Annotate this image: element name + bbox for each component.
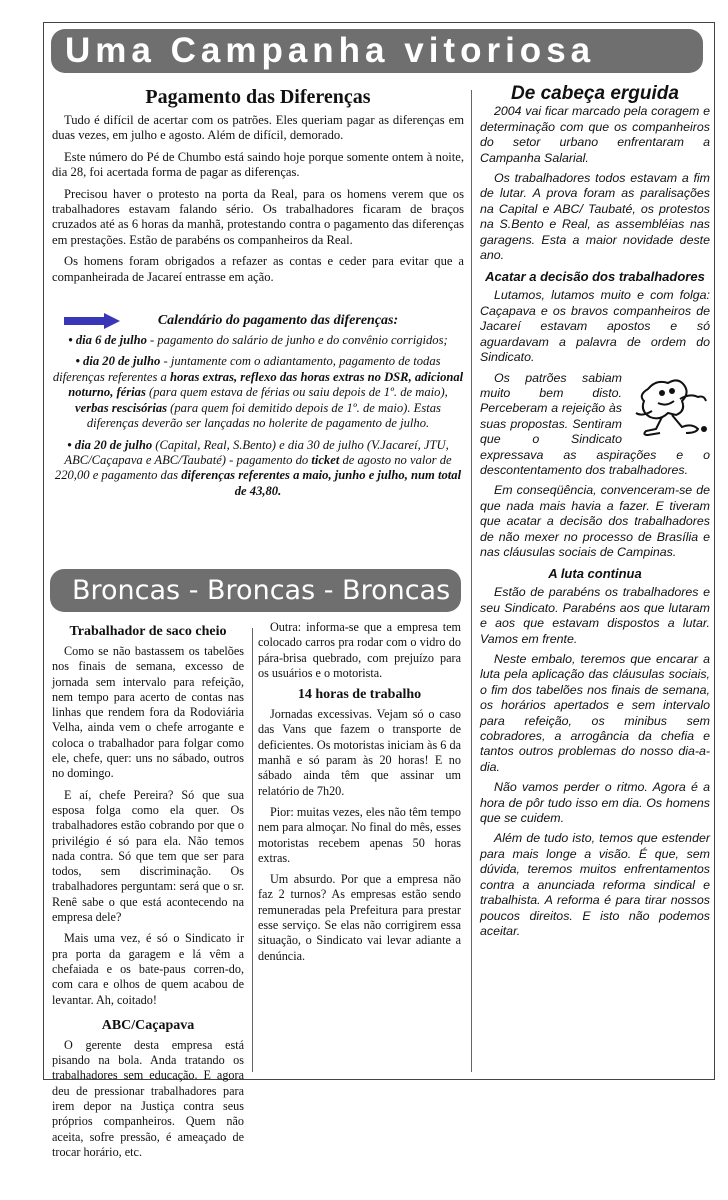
running-cartoon-icon — [628, 371, 710, 441]
calendar-heading — [52, 313, 464, 329]
broncas-column-divider — [252, 628, 253, 1072]
abc-cacapava-title: ABC/Caçapava — [101, 1017, 195, 1033]
cabeca-paragraph: Neste embalo, teremos que encarar a luta pela aplicação das cláusulas sociais, o fim dos tabelões nos finais de semana, os horários apertados e sem intervalo para refeição, os minibus sem cobradores, a arrogância da chefia e tantos outros problemas do nosso dia-a-dia. — [480, 652, 710, 774]
calendar-item-date: • dia 6 de julho — [68, 333, 147, 348]
cabeca-subtitle: A luta continua — [548, 566, 642, 582]
cabeca-paragraph: Em conseqüência, convenceram-se de que nada mais havia a fazer. E tiveram que acatar a decisão dos trabalhadores de não mexer no processo de Brasília e nas cláusulas sociais de Campinas. — [480, 483, 710, 559]
saco-cheio-paragraph: E aí, chefe Pereira? Só que sua esposa folga como ela quer. Os trabalhadores estão cobrando por que o privilégio é só para ela. Não temos nada contra. Só que tem que ser para todos, sem discriminação. Os trabalhadores perguntam: será que o sr. Renê sabe o que está acontecendo na empresa dele? — [52, 787, 244, 925]
calendar-item — [52, 333, 464, 348]
cabeca-section — [480, 83, 710, 944]
cabeca-paragraph: Os patrões sabiam muito bem disto. Perceberam a rejeição às suas propostas. Sentiram que o Sindicato expressava as aspirações e o descontentamento dos trabalhadores. — [480, 370, 710, 477]
pagamento-section — [52, 86, 464, 505]
calendar-item — [52, 438, 464, 500]
calendar-item-date: • dia 20 de julho — [75, 354, 161, 369]
saco-cheio-paragraph: Como se não bastassem os tabelões nos finais de semana, excesso de jornada sem intervalo para refeição, nem tempo para acerto de contas nas linhas que rendem fora da Rodoviária Velha, ainda vem o chefe arrogante e coloca o trabalhador para folgar como ele, chefe, quer: uns no sábado, outros no domingo. — [52, 644, 244, 781]
calendar-item-bold: diferenças referentes a maio, junho e julho, num total de 43,80. — [181, 468, 462, 498]
cabeca-paragraph: 2004 vai ficar marcado pela coragem e determinação com que os companheiros do setor urbano enfrentaram a Campanha Salarial. — [480, 104, 710, 165]
calendar-item-text: (para quem foi demitido depois de 1º. de maio). Estas diferenças deverão ser lançadas no holerite de pagamento de julho. — [86, 400, 441, 431]
calendar-item-bold: horas extras, reflexo das horas extras no DSR, adicional noturno, férias — [68, 369, 464, 400]
saco-cheio-paragraph: Mais uma vez, é só o Sindicato ir pra porta da garagem e lá vêm a chefaiada e os bate-paus corren-do, com cara e olhos de quem acabou de levantar. Ah, coitado! — [52, 931, 244, 1007]
cabeca-paragraph: Estão de parabéns os trabalhadores e seu Sindicato. Parabéns aos que lutaram e aos que estavam dispostos a lutar. Vamos em frente. — [480, 585, 710, 646]
calendar-item-text: (para quem estava de férias ou saiu depois de 1º. de maio), — [145, 385, 448, 400]
cabeca-subtitle: Acatar a decisão dos trabalhadores — [485, 269, 705, 285]
calendar-item-text: - juntamente com o adiantamento, pagamento de todas diferenças referentes a — [52, 354, 441, 384]
14-horas-paragraph: Um absurdo. Por que a empresa não faz 2 turnos? As empresas estão sendo remuneradas pela Prefeitura para prestar esse serviço. Se elas não corrigirem essa situação, o Sindicato vai levar adiante a denúncia. — [258, 872, 461, 963]
calendar-item — [52, 354, 464, 431]
pagamento-paragraph: Tudo é difícil de acertar com os patrões. Eles queriam pagar as diferenças em duas vezes, em julho e agosto. Além de difícil, demorado. — [52, 113, 464, 143]
broncas-column-2 — [258, 620, 461, 970]
calendar-item-bold: ticket — [311, 452, 340, 467]
abc-cacapava-paragraph: O gerente desta empresa está pisando na bola. Anda tratando os trabalhadores sem educação. E agora deu de pressionar trabalhadores para irem depor na Justiça contra seus próprios companheiros. Quem não aceita, sofre pressão, é ameaçado de trocar horário, etc. — [52, 1037, 244, 1159]
pagamento-title: Pagamento das Diferenças — [145, 86, 371, 108]
calendar-item-text: de agosto no valor de 220,00 e pagamento das — [54, 452, 452, 483]
calendar-item-date: • dia 20 de julho — [67, 437, 153, 452]
14-horas-title: 14 horas de trabalho — [297, 687, 422, 703]
cabeca-title: De cabeça erguida — [511, 83, 679, 104]
cabeca-paragraph: Lutamos, lutamos muito e com folga: Caçapava e os bravos companheiros de Jacareí estavam apostos e só aguardavam a palavra de ordem do Sindicato. — [480, 288, 710, 365]
abc-cacapava-paragraph: Outra: informa-se que a empresa tem colocado carros pra rodar com o vidro do pára-brisa quebrado, com prejuízo para os usuários e o motorista. — [258, 620, 461, 680]
main-banner-title: Uma Campanha vitoriosa — [51, 29, 703, 73]
broncas-banner: Broncas - Broncas - Broncas — [50, 569, 461, 612]
calendar-item-text: (Capital, Real, S.Bento) e dia 30 de julho (V.Jacareí, JTU, ABC/Caçapava e ABC/Taubaté) - pagamento do — [64, 437, 449, 467]
cabeca-paragraph: Os trabalhadores todos estavam a fim de lutar. A prova foram as paralisações na Capital e ABC/ Taubaté, os protestos na S.Bento e Real, as assembléias nas garagens. Esta a maior novidade deste ano. — [480, 171, 710, 263]
14-horas-paragraph: Jornadas excessivas. Vejam só o caso das Vans que fazem o transporte de deficientes. Os motoristas iniciam às 6 da manhã e só param às 20 horas! E no sábado ainda têm que assinar um relatório de 7h20. — [258, 707, 461, 798]
arrow-right-icon — [64, 313, 120, 329]
pagamento-paragraph: Os homens foram obrigados a refazer as contas e ceder para evitar que a companheirada de Jacareí entrasse em ação. — [52, 254, 464, 284]
broncas-column-1 — [52, 620, 244, 1166]
pagamento-paragraph: Este número do Pé de Chumbo está saindo hoje porque somente ontem à noite, dia 28, foi acertada forma de pagar as diferenças. — [52, 149, 464, 180]
column-divider — [471, 90, 472, 1072]
calendar-title: Calendário do pagamento das diferenças: — [157, 313, 399, 329]
14-horas-paragraph: Pior: muitas vezes, eles não têm tempo nem para almoçar. No final do mês, esses motoristas recebem apenas 50 horas extras. — [258, 804, 461, 865]
cabeca-paragraph: Além de tudo isto, temos que estender para mais longe a visão. É que, sem dúvida, teremos muitos enfrentamentos contra a anunciada reforma sindical e trabalhista. A reforma é para tirar nossos poucos direitos. E isto não podemos aceitar. — [480, 831, 710, 938]
cabeca-paragraph: Não vamos perder o ritmo. Agora é a hora de pôr tudo isso em dia. Os homens que se cuidem. — [480, 780, 710, 826]
pagamento-paragraph: Precisou haver o protesto na porta da Real, para os homens verem que os trabalhadores estavam falando sério. Os trabalhadores ficaram de braços cruzados até as 6 horas da manhã, protestando contra o pagamento das diferenças em prestações. Estão de parabéns os companheiros da Real. — [52, 186, 464, 247]
calendar-item-text: - pagamento do salário de junho e do convênio corrigidos; — [146, 333, 448, 348]
calendar-item-bold: verbas rescisórias — [75, 400, 168, 415]
saco-cheio-title: Trabalhador de saco cheio — [69, 624, 227, 639]
